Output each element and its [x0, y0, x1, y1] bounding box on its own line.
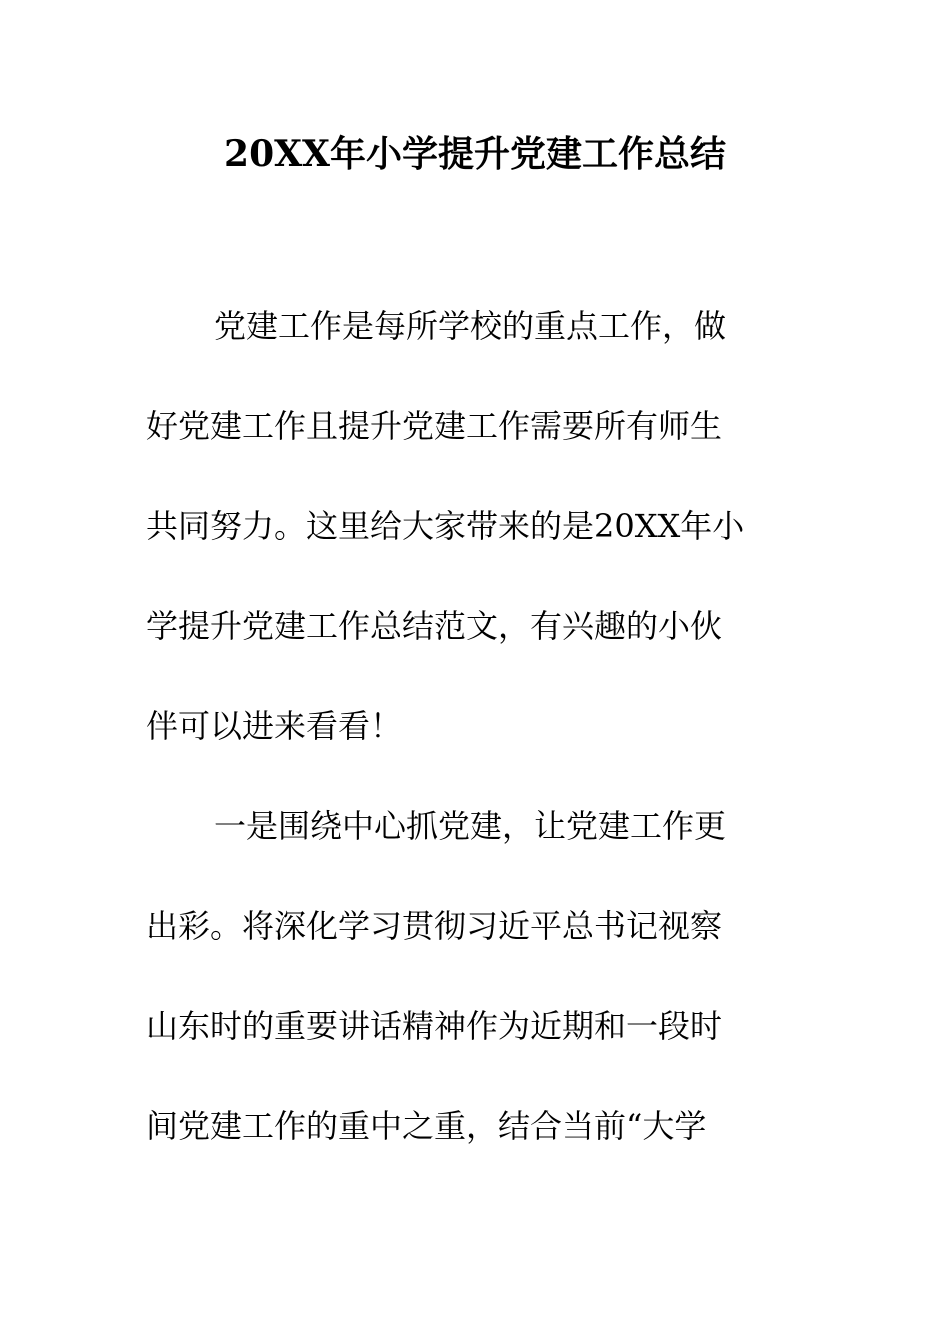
paragraph-2-line-1: 一是围绕中心抓党建，让党建工作更: [214, 807, 727, 845]
paragraph-1-line-3: 共同努力。这里给大家带来的是20XX年小: [146, 507, 745, 545]
paragraph-2-line-2: 出彩。将深化学习贯彻习近平总书记视察: [146, 907, 723, 945]
paragraph-1-line-1: 党建工作是每所学校的重点工作，做: [214, 307, 727, 345]
paragraph-1-line-2: 好党建工作且提升党建工作需要所有师生: [146, 407, 723, 445]
paragraph-2-line-3: 山东时的重要讲话精神作为近期和一段时: [146, 1007, 723, 1045]
paragraph-1-line-5: 伴可以进来看看！: [146, 707, 403, 745]
paragraph-2-line-4: 间党建工作的重中之重，结合当前“大学: [146, 1107, 707, 1145]
document-title: 20XX年小学提升党建工作总结: [224, 133, 726, 175]
paragraph-1-line-4: 学提升党建工作总结范文，有兴趣的小伙: [146, 607, 723, 645]
